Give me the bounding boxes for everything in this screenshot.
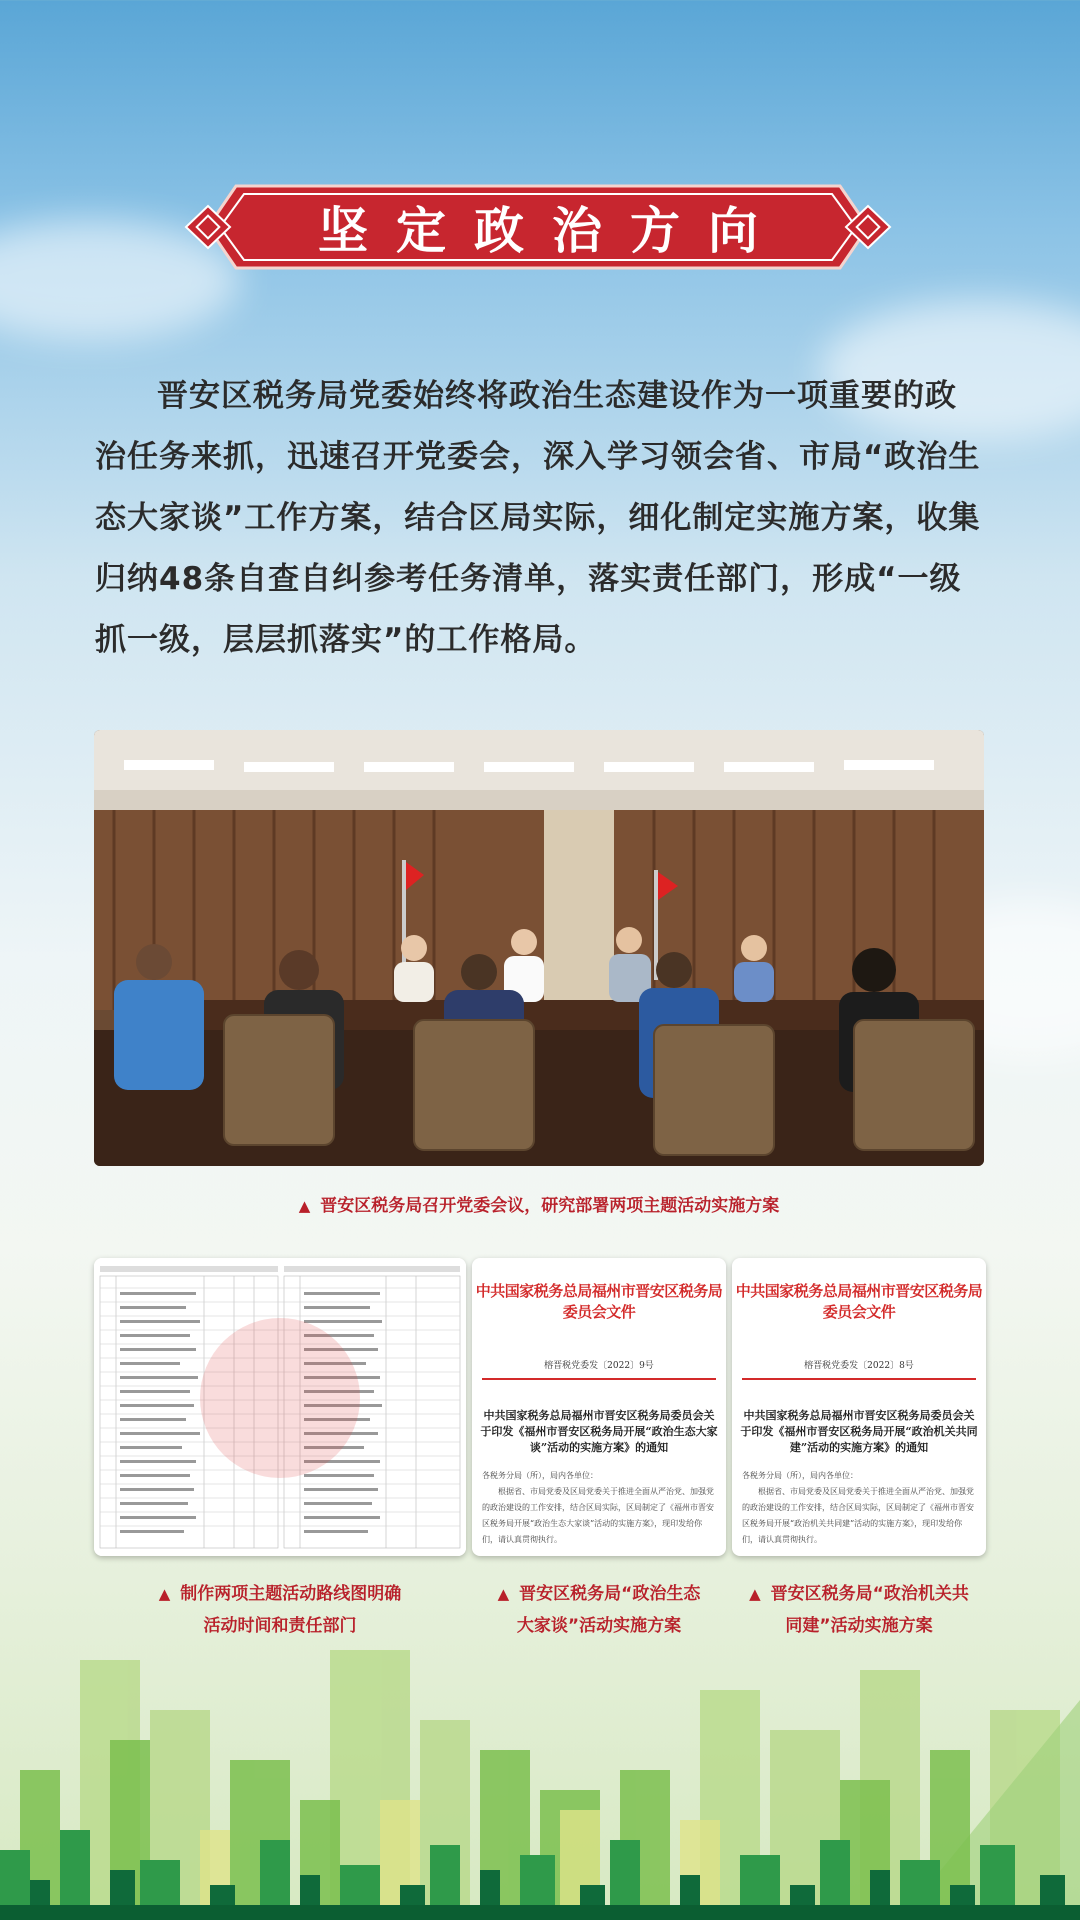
city-skyline-illustration	[0, 1600, 1080, 1920]
doc-salutation: 各税务分局（所），局内各单位：	[742, 1471, 858, 1480]
roadmap-document-card	[94, 1258, 466, 1556]
intro-paragraph: 晋安区税务局党委始终将政治生态建设作为一项重要的政治任务来抓，迅速召开党委会，深入学习领会省、市局“政治生态大家谈”工作方案，结合区局实际，细化制定实施方案，收集归纳48条自查自纠参考任务清单，落实责任部门，形成“一级抓一级，层层抓落实”的工作格局。	[95, 378, 981, 658]
caption-line: 晋安区税务局“政治机关共	[770, 1584, 969, 1604]
ecology-notice-card	[472, 1258, 726, 1556]
doc-title: 中共国家税务总局福州市晋安区税务局委员会关于印发《福州市晋安区税务局开展“政治机关共同建”活动的实施方案》的通知	[740, 1409, 978, 1454]
caption-line: 晋安区税务局“政治生态	[519, 1584, 701, 1604]
photo-caption-text: 晋安区税务局召开党委会议，研究部署两项主题活动实施方案	[320, 1196, 780, 1216]
caption-line: 同建”活动实施方案	[785, 1616, 933, 1636]
doc-salutation: 各税务分局（所），局内各单位：	[482, 1471, 598, 1480]
triangle-icon: ▲	[497, 1585, 510, 1603]
triangle-icon: ▲	[158, 1585, 171, 1603]
caption-line: 大家谈”活动实施方案	[516, 1616, 682, 1636]
doc-number: 榕晋税党委发〔2022〕8号	[804, 1361, 914, 1371]
caption-line: 活动时间和责任部门	[203, 1616, 357, 1636]
photo-caption	[94, 1190, 984, 1222]
doc-number: 榕晋税党委发〔2022〕9号	[544, 1361, 654, 1371]
triangle-icon: ▲	[298, 1197, 311, 1215]
spreadsheet-thumbnail	[94, 1258, 466, 1556]
triangle-icon: ▲	[749, 1585, 761, 1603]
doc-body-text: 根据省、市局党委及区局党委关于推进全面从严治党、加强党的政治建设的工作安排，结合区局实际，区局制定了《福州市晋安区税务局开展“政治机关共同建”活动的实施方案》，现印发给你们，请认真贯彻执行。	[742, 1487, 974, 1544]
doc-divider	[482, 1378, 716, 1380]
meeting-photo	[94, 730, 984, 1166]
page-title: 坚定政治方向	[318, 202, 786, 260]
doc-title: 中共国家税务总局福州市晋安区税务局委员会关于印发《福州市晋安区税务局开展“政治生态大家谈”活动的实施方案》的通知	[480, 1409, 718, 1454]
doc-header: 中共国家税务总局福州市晋安区税务局委员会文件	[735, 1282, 983, 1321]
doc-body	[482, 1468, 716, 1548]
caption-line: 制作两项主题活动路线图明确	[180, 1584, 402, 1604]
doc-header: 中共国家税务总局福州市晋安区税务局委员会文件	[475, 1282, 723, 1321]
doc-divider	[742, 1378, 976, 1380]
doc-body	[742, 1468, 976, 1548]
title-banner	[180, 180, 896, 274]
organ-notice-card	[732, 1258, 986, 1556]
doc-body-text: 根据省、市局党委及区局党委关于推进全面从严治党、加强党的政治建设的工作安排，结合区局实际，区局制定了《福州市晋安区税务局开展“政治生态大家谈”活动的实施方案》，现印发给你们，请认真贯彻执行。	[482, 1487, 714, 1544]
